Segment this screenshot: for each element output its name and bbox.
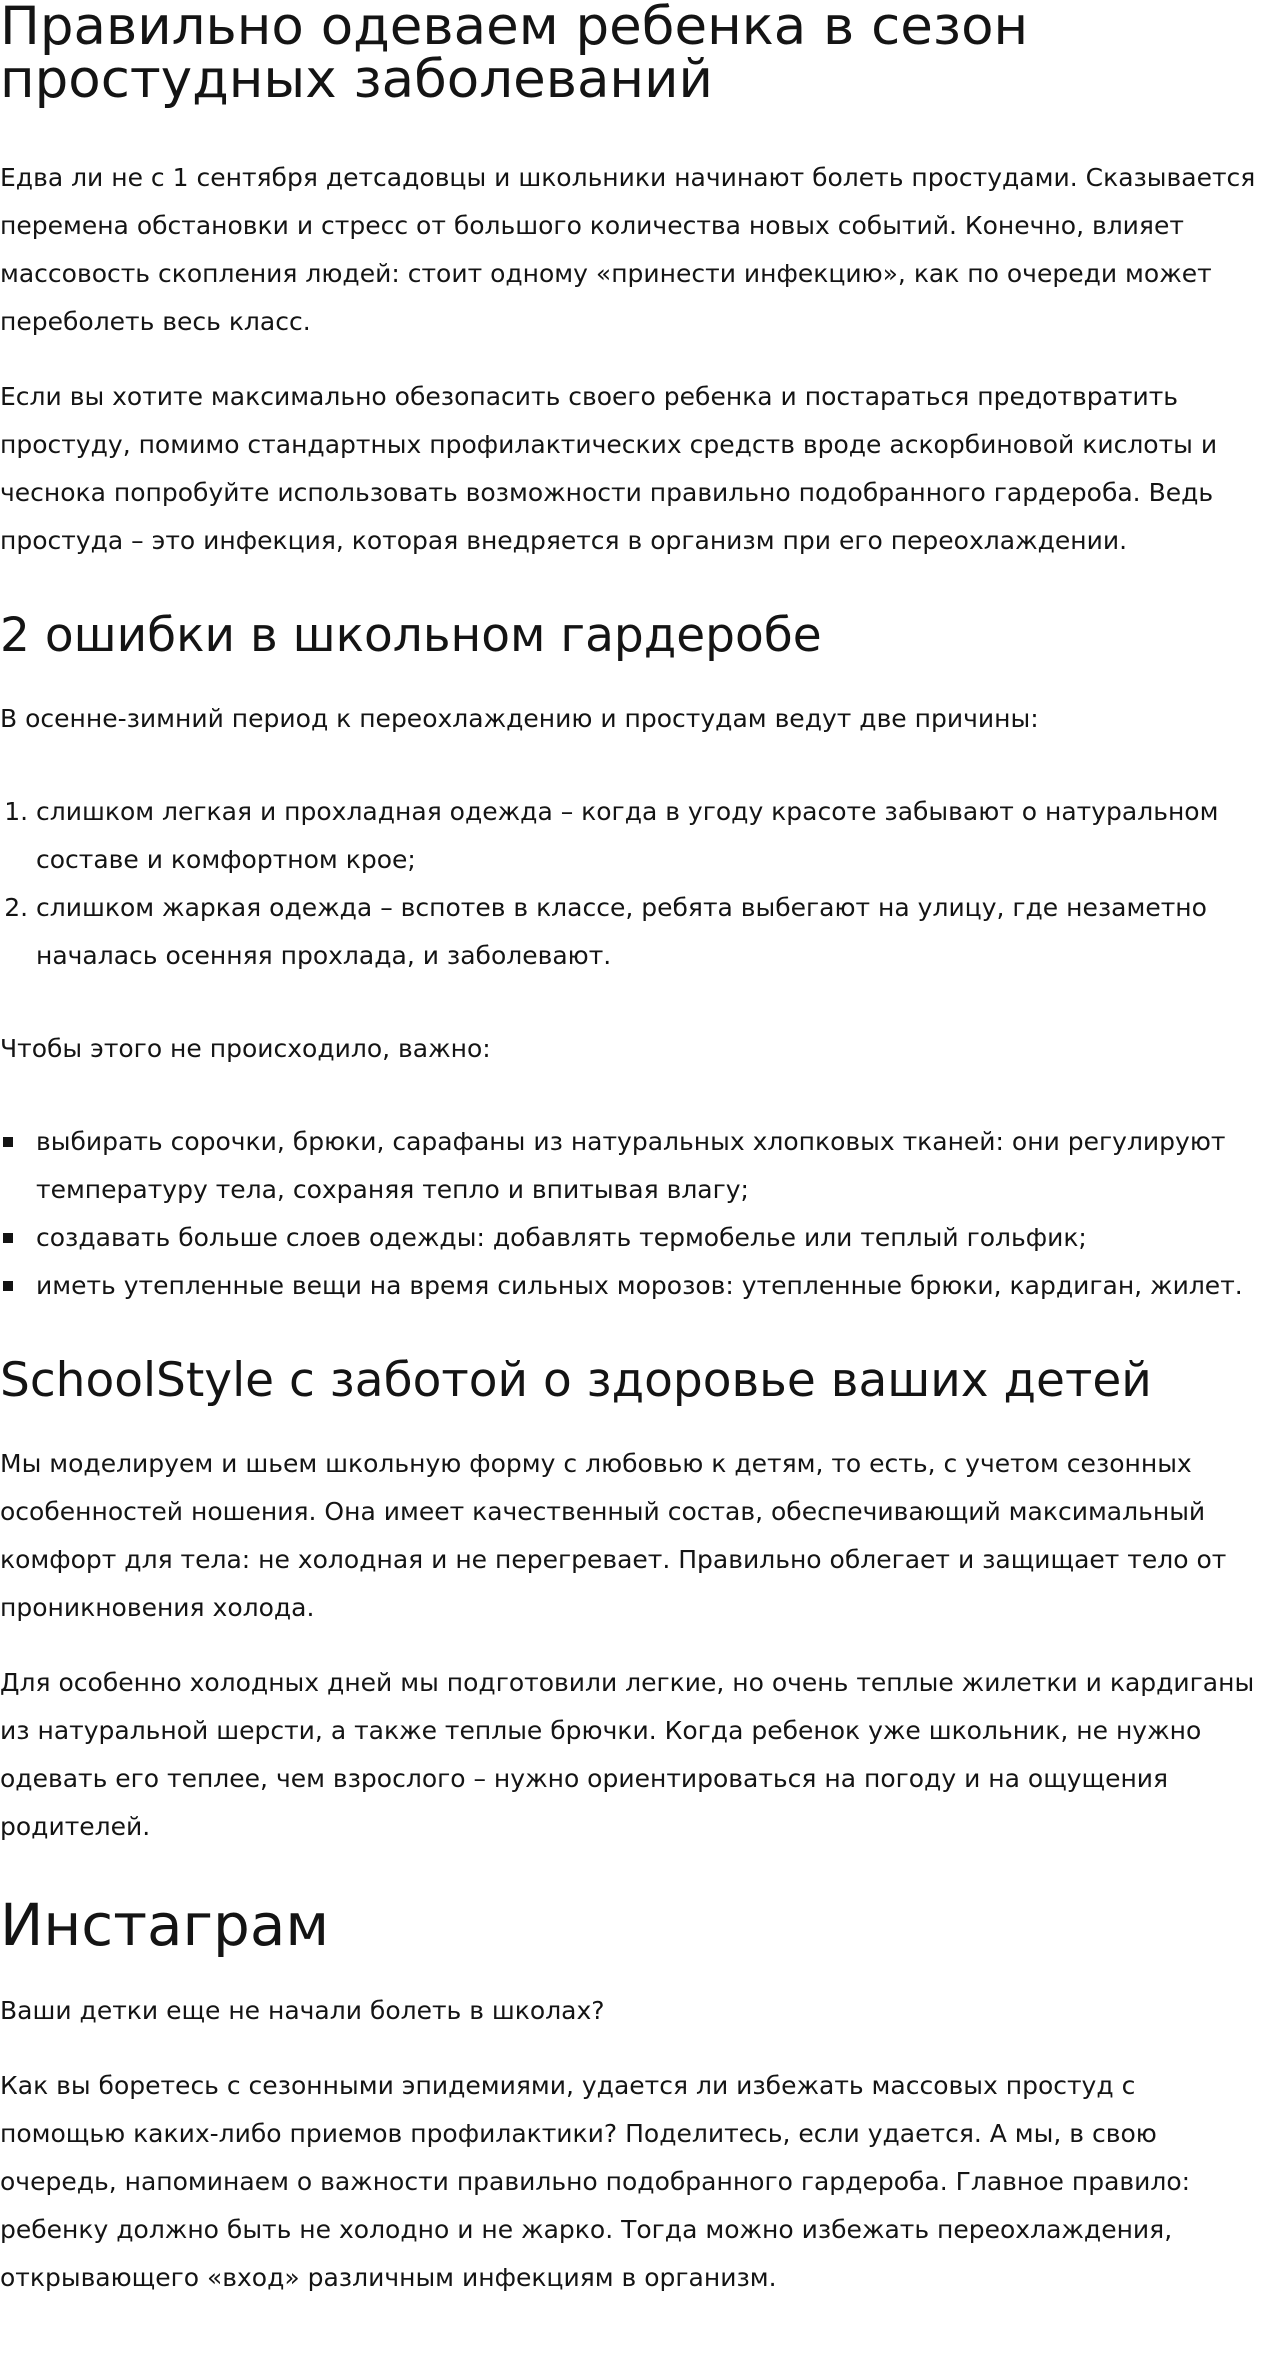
- intro-paragraph-1: Едва ли не с 1 сентября детсадовцы и школьники начинают болеть простудами. Сказывается перемена обстановки и стресс от большого количества новых событий. Конечно, влияет массовость скопления людей: стоит одному «принести инфекцию», как по очереди может переболеть весь класс.: [0, 163, 1256, 336]
- square-bullet-icon: [3, 1233, 13, 1243]
- section-heading-mistakes: 2 ошибки в школьном гардеробе: [0, 608, 822, 663]
- mistake-item-2: 2. слишком жаркая одежда – вспотев в классе, ребята выбегают на улицу, где незаметно началась осенняя прохлада, и заболевают.: [36, 884, 1266, 980]
- instagram-paragraph: Как вы боретесь с сезонными эпидемиями, удается ли избежать массовых простуд с помощью каких-либо приемов профилактики? Поделитесь, если удается. А мы, в свою очередь, напоминаем о важности правильно подобранного гардероба. Главное правило: ребенку должно быть не холодно и не жарко. Тогда можно избежать переохлаждения, открывающего «вход» различным инфекциям в организм.: [0, 2071, 1191, 2292]
- section-heading-schoolstyle: SchoolStyle с заботой о здоровье ваших детей: [0, 1353, 1152, 1408]
- schoolstyle-paragraph-1: Мы моделируем и шьем школьную форму с любовью к детям, то есть, с учетом сезонных особенностей ношения. Она имеет качественный состав, обеспечивающий максимальный комфорт для тела: не холодная и не перегревает. Правильно облегает и защищает тело от проникновения холода.: [0, 1449, 1227, 1622]
- advice-item-1: [36, 1118, 1266, 1214]
- advice-item-2: [36, 1214, 1266, 1262]
- section-heading-instagram: Инстаграм: [0, 1891, 330, 1959]
- advice-lead: Чтобы этого не происходило, важно:: [0, 1034, 491, 1063]
- mistakes-lead: В осенне-зимний период к переохлаждению и простудам ведут две причины:: [0, 704, 1039, 733]
- square-bullet-icon: [3, 1281, 13, 1291]
- advice-item-text: выбирать сорочки, брюки, сарафаны из натуральных хлопковых тканей: они регулируют температуру тела, сохраняя тепло и впитывая влагу;: [36, 1127, 1226, 1204]
- advice-item-text: иметь утепленные вещи на время сильных морозов: утепленные брюки, кардиган, жилет.: [36, 1271, 1243, 1300]
- mistake-item-1: 1. слишком легкая и прохладная одежда – когда в угоду красоте забывают о натуральном составе и комфортном крое;: [36, 788, 1266, 884]
- article-title: Правильно одеваем ребенка в сезон простудных заболеваний: [0, 0, 1029, 110]
- instagram-question: Ваши детки еще не начали болеть в школах?: [0, 1996, 605, 2025]
- intro-paragraph-2: Если вы хотите максимально обезопасить своего ребенка и постараться предотвратить простуду, помимо стандартных профилактических средств вроде аскорбиновой кислоты и чеснока попробуйте использовать возможности правильно подобранного гардероба. Ведь простуда – это инфекция, которая внедряется в организм при его переохлаждении.: [0, 382, 1218, 555]
- square-bullet-icon: [3, 1137, 13, 1147]
- schoolstyle-paragraph-2: Для особенно холодных дней мы подготовили легкие, но очень теплые жилетки и кардиганы из натуральной шерсти, а также теплые брючки. Когда ребенок уже школьник, не нужно одевать его теплее, чем взрослого – нужно ориентироваться на погоду и на ощущения родителей.: [0, 1668, 1255, 1841]
- advice-item-text: создавать больше слоев одежды: добавлять термобелье или теплый гольфик;: [36, 1223, 1087, 1252]
- mistakes-list: [0, 788, 1266, 980]
- advice-item-3: [36, 1262, 1266, 1310]
- advice-list: [0, 1118, 1266, 1310]
